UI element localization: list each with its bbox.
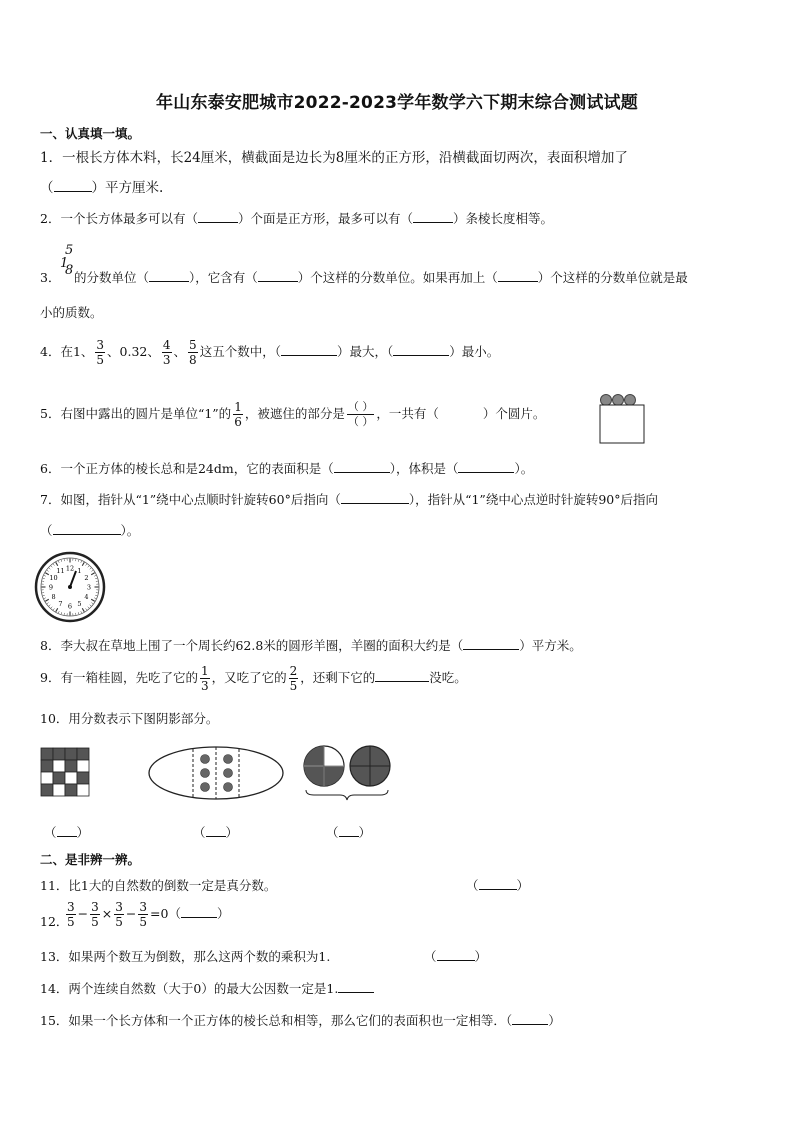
- question-8: 8．李大叔在草地上围了一个周长约62.8米的圆形羊圈，羊圈的面积大约是（ ）平方米。: [40, 638, 582, 653]
- grid-cell: [53, 748, 65, 760]
- clock-number: 1: [77, 567, 82, 576]
- question-15: 15．如果一个长方体和一个正方体的棱长总和相等，那么它们的表面积也一定相等．（ ）: [40, 1013, 561, 1028]
- grid-cell: [65, 772, 77, 784]
- grid-cell: [77, 784, 89, 796]
- section-1-heading: 一、认真填一填。: [40, 126, 141, 141]
- q15-answer-blank[interactable]: [512, 1024, 548, 1025]
- question-3-number: 3．: [40, 270, 61, 285]
- clock-number: 6: [67, 602, 73, 611]
- q10-answer-3[interactable]: （ ）: [326, 825, 372, 840]
- section-2-heading: 二、是非辨一辨。: [40, 852, 141, 867]
- shaded-quarter: [304, 766, 324, 786]
- question-5: 5．右图中露出的圆片是单位“1”的 $\frac{1}{6}$ ，被遮住的部分是 $\frac{( )}{( )}$ ，一共有（ ）个圆片。: [40, 400, 546, 429]
- grid-cell: [41, 784, 53, 796]
- q7-answer-blank-2[interactable]: [53, 534, 121, 535]
- clock-number: 8: [51, 593, 56, 601]
- fraction-1-3: $\frac{1}{3}$: [200, 664, 209, 693]
- circle-piece: [625, 395, 636, 406]
- question-1-line2: （ ）平方厘米.: [40, 180, 164, 196]
- question-12-expression: $\frac{3}{5}$ − $\frac{3}{5}$ × $\frac{3}{5}$ − $\frac{3}{5}$ =0（ ）: [67, 900, 230, 929]
- oval-dot: [201, 755, 210, 764]
- grid-cell: [41, 748, 53, 760]
- fraction-3-5: $\frac{3}{5}$: [91, 900, 99, 929]
- q10-answer-2[interactable]: （ ）: [193, 825, 239, 840]
- clock-number: 11: [56, 567, 65, 576]
- q2-answer-blank-2[interactable]: [413, 222, 453, 223]
- question-2: 2．一个长方体最多可以有（ ）个面是正方形，最多可以有（ ）条棱长度相等。: [40, 211, 553, 226]
- page-title: 年山东泰安肥城市2022-2023学年数学六下期末综合测试试题: [156, 93, 638, 113]
- q7-answer-blank-1[interactable]: [341, 503, 409, 504]
- clock-number: 9: [48, 583, 54, 592]
- fraction-5-8: $\frac{5}{8}$: [189, 338, 197, 367]
- grid-cell: [53, 760, 65, 772]
- q8-answer-blank[interactable]: [463, 649, 519, 650]
- fraction-1-6: $\frac{1}{6}$: [234, 400, 242, 429]
- q1-text: 一根长方体木料，长24厘米，横截面是边长为8厘米的正方形，沿横截面切两次，表面积增加了: [62, 150, 628, 166]
- clock-center: [68, 585, 72, 589]
- oval-dot: [224, 769, 233, 778]
- q6-answer-blank-2[interactable]: [458, 472, 514, 473]
- question-3: 的分数单位（ ），它含有（ ）个这样的分数单位。如果再加上（ ）个这样的分数单位就是最: [74, 270, 688, 285]
- brace: [306, 790, 388, 800]
- clock-number: 12: [65, 564, 75, 573]
- circle-piece: [601, 395, 612, 406]
- fraction-2-5: $\frac{2}{5}$: [289, 664, 298, 693]
- question-1: [40, 146, 628, 166]
- clock-number: 4: [84, 593, 89, 601]
- covered-circles-figure: [596, 390, 646, 446]
- q5-answer-fraction[interactable]: $\frac{( )}{( )}$: [347, 400, 374, 428]
- oval-dot: [201, 769, 210, 778]
- oval-dot: [201, 783, 210, 792]
- q3-answer-blank-3[interactable]: [498, 281, 538, 282]
- shaded-quarter: [304, 746, 324, 766]
- grid-cell: [53, 784, 65, 796]
- fraction-4-3: $\frac{4}{3}$: [162, 338, 171, 367]
- grid-cell: [65, 784, 77, 796]
- two-circles-figure: [302, 744, 394, 802]
- q4-answer-blank-1[interactable]: [281, 355, 337, 356]
- question-14: 14．两个连续自然数（大于0）的最大公因数一定是1.: [40, 979, 374, 997]
- fraction-3-5: $\frac{3}{5}$: [115, 900, 123, 929]
- clock-number: 10: [49, 574, 58, 582]
- q13-answer[interactable]: （ ）: [424, 949, 488, 964]
- cover-box: [600, 405, 644, 443]
- q1-number: 1．: [40, 150, 63, 166]
- question-4: 4．在1、 $\frac{3}{5}$ 、0.32、 $\frac{4}{3}$ 、 $\frac{5}{8}$ 这五个数中，（ ）最大，（ ）最小。: [40, 338, 500, 367]
- grid-cell: [65, 748, 77, 760]
- circle-piece: [613, 395, 624, 406]
- question-7: 7．如图，指针从“1”绕中心点顺时针旋转60°后指向（ ），指针从“1”绕中心点逆时针旋转90°后指向: [40, 492, 658, 507]
- clock-number: 5: [77, 599, 82, 608]
- fraction-3-5: $\frac{3}{5}$: [96, 338, 105, 367]
- question-11: 11．比1大的自然数的倒数一定是真分数。: [40, 878, 277, 893]
- question-10: 10．用分数表示下图阴影部分。: [40, 711, 219, 726]
- oval-dot: [224, 755, 233, 764]
- oval-dots-figure: [146, 744, 286, 802]
- q6-answer-blank-1[interactable]: [334, 472, 390, 473]
- grid-cell: [77, 772, 89, 784]
- q2-answer-blank-1[interactable]: [198, 222, 238, 223]
- q3-answer-blank-1[interactable]: [149, 281, 189, 282]
- fraction-3-5: $\frac{3}{5}$: [139, 900, 148, 929]
- q3-answer-blank-2[interactable]: [258, 281, 298, 282]
- grid-cell: [77, 760, 89, 772]
- question-7-line2: （ ）。: [40, 523, 140, 538]
- grid-cell: [41, 760, 53, 772]
- shaded-quarter: [324, 766, 344, 786]
- question-13: 13．如果两个数互为倒数，那么这两个数的乘积为1.: [40, 949, 331, 964]
- grid-cell: [53, 772, 65, 784]
- clock-number: 7: [58, 599, 63, 608]
- q14-answer-blank[interactable]: [338, 992, 374, 993]
- checkerboard-grid-figure: [40, 747, 90, 799]
- q10-answer-1[interactable]: （ ）: [44, 825, 90, 840]
- question-9: 9．有一箱桂圆，先吃了它的 $\frac{1}{3}$ ，又吃了它的 $\frac{2}{5}$ ，还剩下它的 没吃。: [40, 664, 467, 693]
- q12-answer-blank[interactable]: [181, 917, 217, 918]
- q9-answer-blank[interactable]: [375, 681, 429, 682]
- q11-answer[interactable]: （ ）: [466, 878, 530, 893]
- question-3-line2: 小的质数。: [40, 305, 103, 320]
- q1-answer-blank[interactable]: [54, 191, 92, 192]
- fraction-3-5: $\frac{3}{5}$: [67, 900, 75, 929]
- question-12-number: 12．: [40, 914, 69, 929]
- q4-answer-blank-2[interactable]: [393, 355, 449, 356]
- clock-figure: [34, 551, 106, 623]
- grid-cell: [77, 748, 89, 760]
- oval-dot: [224, 783, 233, 792]
- grid-cell: [65, 760, 77, 772]
- clock-number: 3: [86, 583, 92, 592]
- clock-number: 2: [84, 574, 89, 582]
- question-6: 6．一个正方体的棱长总和是24dm，它的表面积是（ ），体积是（ ）。: [40, 461, 534, 476]
- grid-cell: [41, 772, 53, 784]
